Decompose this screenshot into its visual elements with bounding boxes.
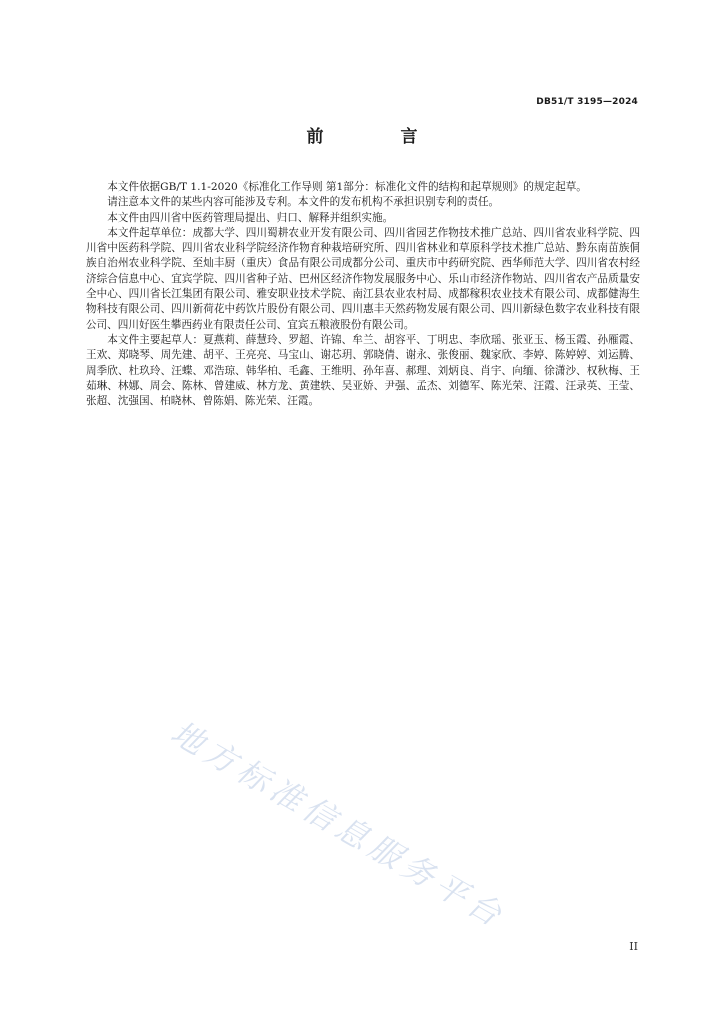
paragraph-proposer: 本文件由四川省中医药管理局提出、归口、解释并组织实施。	[107, 211, 394, 224]
page-title: 前 言	[306, 127, 448, 147]
paragraph-drafting-units: 本文件起草单位：成都大学、四川蜀耕农业开发有限公司、四川省园艺作物技术推广总站、四川省农业科学院、四川省中医药科学院、四川省农业科学院经济作物育种栽培研究所、四川省林业和草原科学技术推广总站、黔东南苗族侗族自治州农业科学院、至灿丰厨（重庆）食品有限公司成都分公司、重庆市中药研究院、西华师范大学、四川省农村经济综合信息中心、宜宾学院、四川省种子站、巴州区经济作物发展服务中心、乐山市经济作物站、四川省农产品质量安全中心、四川省长江集团有限公司、雅安职业技术学院、南江县农业农村局、成都稼积农业技术有限公司、成都健海生物科技有限公司、四川新荷花中药饮片股份有限公司、四川惠丰天然药物发展有限公司、四川新绿色数字农业科技有限公司、四川好医生攀西药业有限责任公司、宜宾五粮液股份有限公司。	[86, 226, 640, 331]
paragraph-patent: 请注意本文件的某些内容可能涉及专利。本文件的发布机构不承担识别专利的责任。	[107, 196, 500, 209]
paragraph-basis: 本文件依据GB/T 1.1-2020《标准化工作导则 第1部分：标准化文件的结构和起草规则》的规定起草。	[107, 181, 587, 193]
page-number: II	[629, 940, 638, 953]
watermark: 地方标准信息服务平台	[164, 713, 513, 937]
document-code: DB51/T 3195—2024	[536, 97, 638, 107]
foreword-body	[86, 180, 640, 409]
paragraph-drafters: 本文件主要起草人：夏燕莉、薛慧玲、罗超、许锦、牟兰、胡容平、丁明忠、李欣瑶、张亚玉、杨玉霞、孙雁霞、王欢、郑晓琴、周先建、胡平、王亮亮、马宝山、谢芯玥、郭晓倩、谢永、张俊丽、魏家欣、李婷、陈婷婷、刘运腾、周季欣、杜玖玲、汪蝶、邓浩琼、韩华柏、毛鑫、王维明、孙年喜、郝理、刘炳良、肖宇、向缅、徐潇沙、权秋梅、王茹琳、林娜、周会、陈林、曾建威、林方龙、黄建轶、吴亚娇、尹强、孟杰、刘德军、陈光荣、汪霞、汪录英、王莹、张超、沈强国、柏晓林、曾陈娟、陈光荣、汪霞。	[86, 333, 640, 408]
